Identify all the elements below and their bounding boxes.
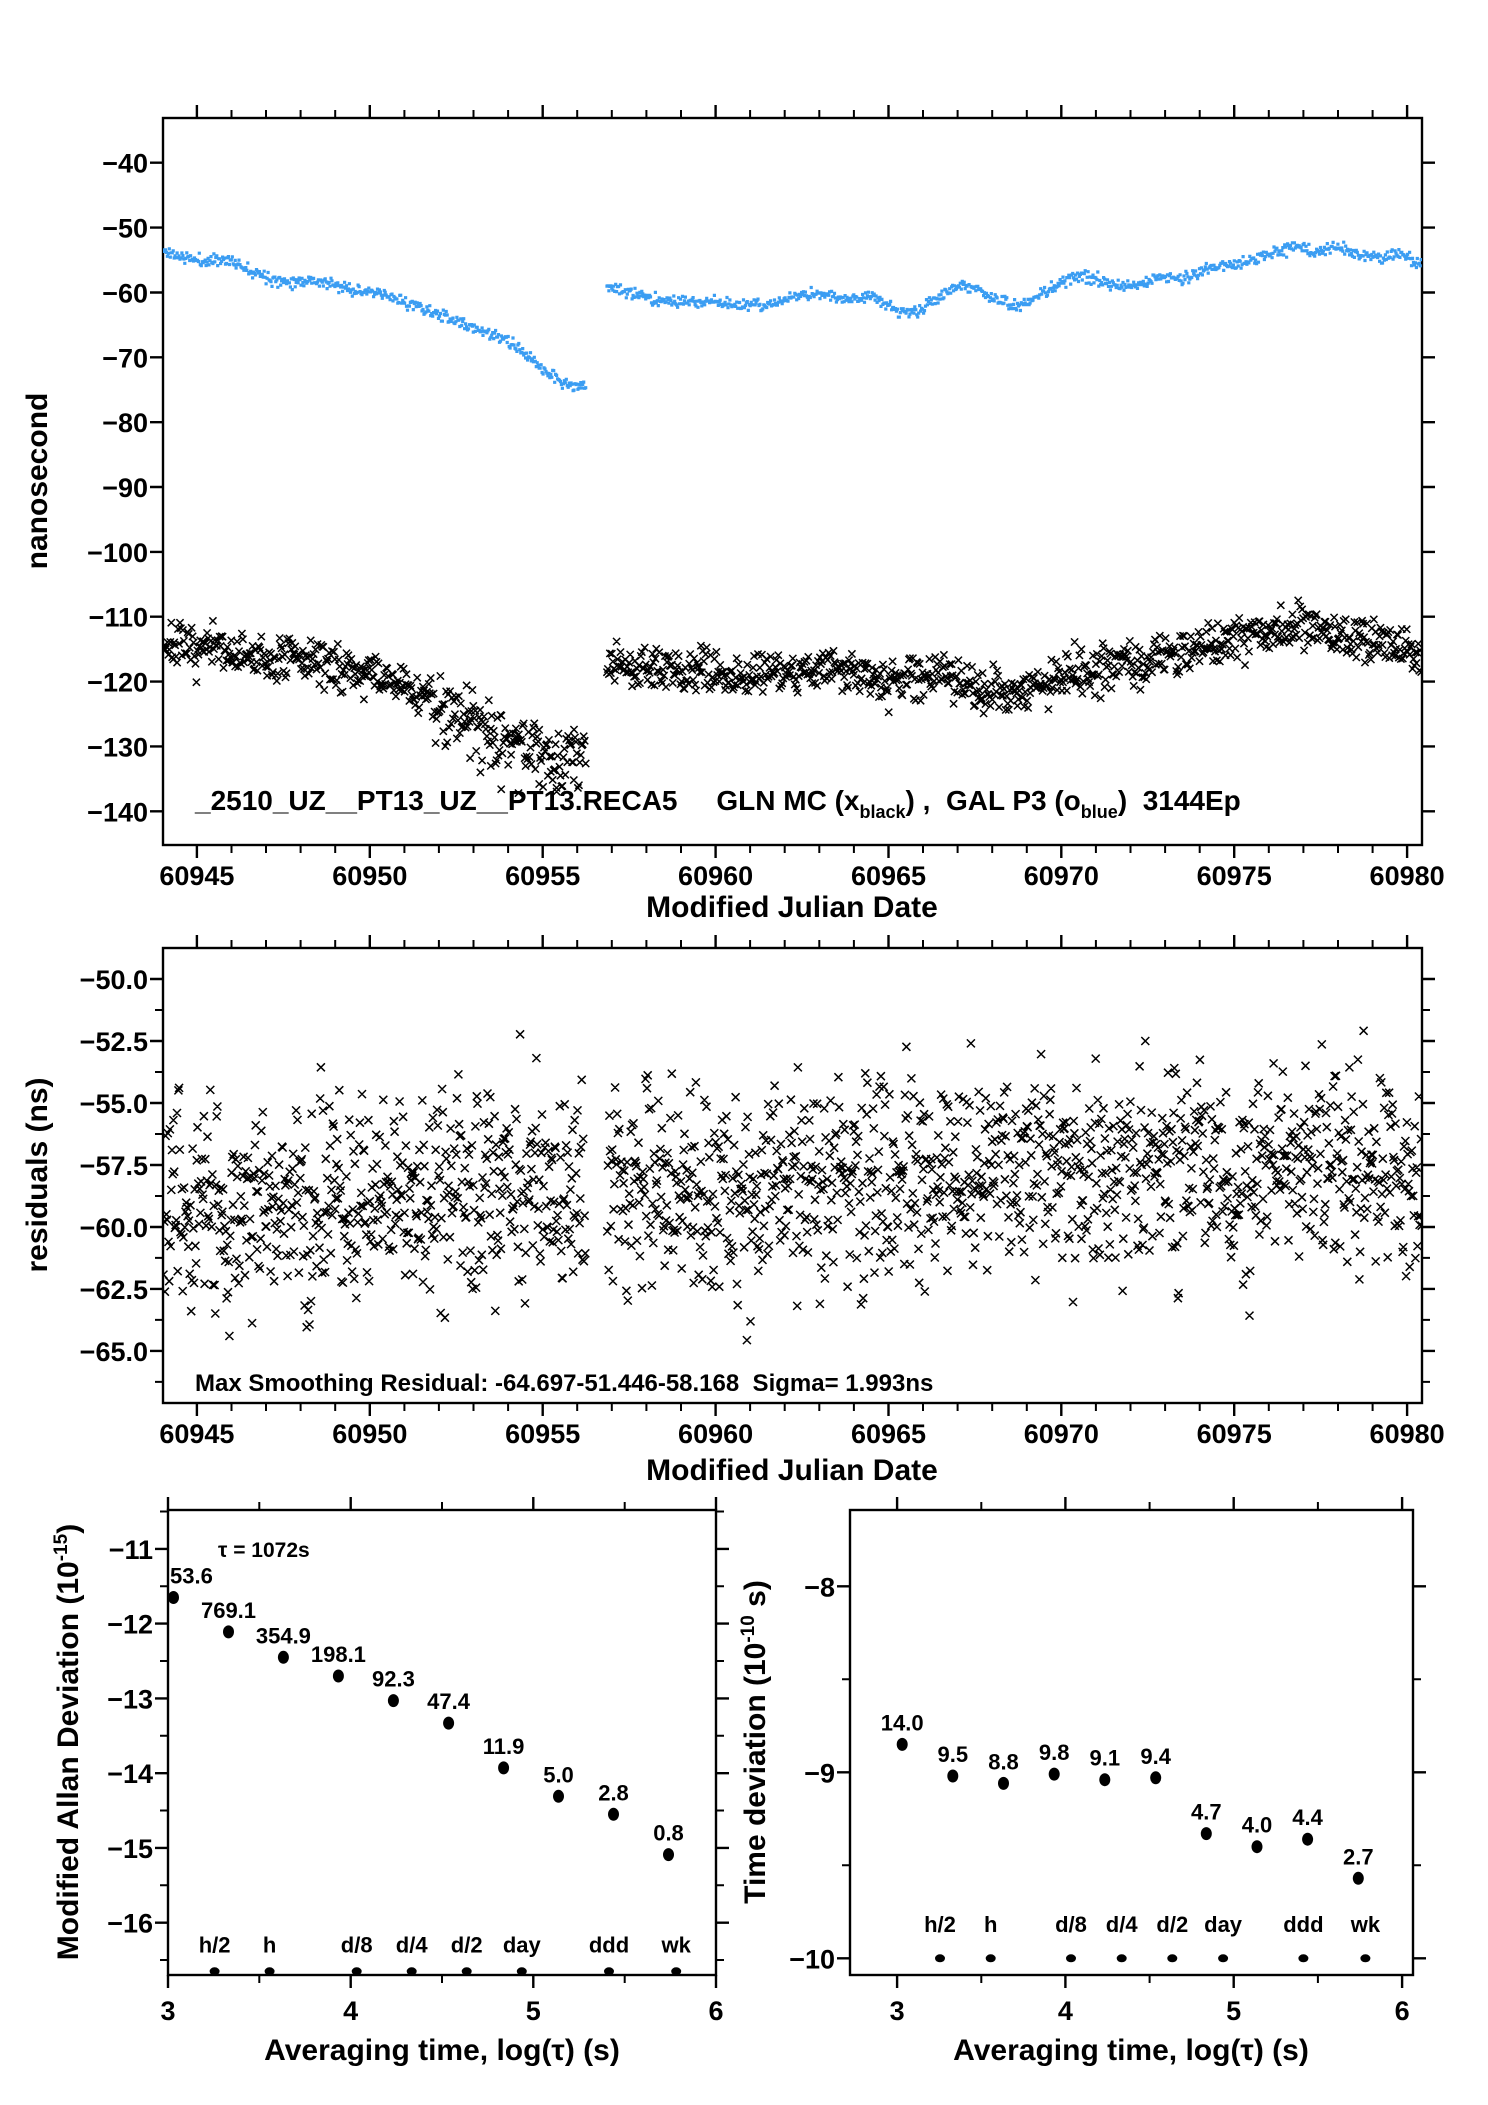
- x-tick-label: 60955: [505, 861, 581, 891]
- mdev-y-axis-label: Modified Allan Deviation $(10^{-15})$: [51, 1523, 85, 1961]
- tau-label: d/8: [340, 1932, 373, 1958]
- x-tick-label: 3: [889, 1996, 905, 2026]
- tau-dot: [1117, 1954, 1127, 1962]
- y-tick-label: −50.0: [79, 965, 148, 995]
- mdev-tau-annotation: τ = 1072s: [218, 1539, 310, 1562]
- data-point: [947, 1770, 958, 1783]
- tau-label: d/4: [1105, 1912, 1138, 1938]
- y-tick-label: −10: [789, 1944, 835, 1975]
- point-value-label: 53.6: [170, 1563, 213, 1589]
- y-tick-label: −14: [107, 1759, 153, 1790]
- point-value-label: 5.0: [543, 1762, 574, 1788]
- y-tick-label: −50: [102, 213, 148, 244]
- point-value-label: 9.4: [1140, 1743, 1171, 1769]
- y-tick-label: −140: [87, 797, 148, 828]
- tau-dot: [986, 1954, 996, 1962]
- top-timeseries-panel: [87, 105, 1444, 891]
- point-value-label: 769.1: [200, 1597, 257, 1623]
- x-tick-label: 60970: [1023, 861, 1099, 891]
- y-tick-label: −120: [87, 667, 148, 698]
- x-tick-label: 60980: [1369, 1419, 1445, 1449]
- tau-label: day: [502, 1932, 541, 1958]
- tau-dot: [1167, 1954, 1177, 1962]
- tdev-x-axis-label: Averaging time, log(τ) (s): [953, 2034, 1309, 2067]
- data-point: [168, 1591, 179, 1604]
- tau-dot: [1360, 1954, 1370, 1962]
- x-tick-label: 60960: [678, 861, 754, 891]
- tau-dot: [517, 1967, 527, 1975]
- point-value-label: 2.7: [1343, 1844, 1374, 1870]
- tdev-y-axis-label: Time deviation ($10^{-10}$ s): [738, 1580, 772, 1904]
- residuals-y-axis-label: residuals (ns): [21, 1077, 54, 1273]
- x-tick-label: 60945: [159, 861, 235, 891]
- data-point: [663, 1848, 674, 1861]
- y-tick-label: −90: [102, 473, 148, 503]
- y-tick-label: −65.0: [79, 1336, 148, 1367]
- x-tick-label: 60970: [1023, 1419, 1099, 1449]
- tau-dot: [1066, 1954, 1076, 1962]
- tau-label: day: [1204, 1912, 1243, 1938]
- point-value-label: 47.4: [427, 1689, 471, 1715]
- top-panel-title: _2510_UZ__PT13_UZ__PT13.RECA5 GLN MC $(x_{black})$ , GAL P3 $(o_{blue})$ 3144Ep: [195, 785, 1241, 822]
- y-tick-label: −70: [102, 343, 148, 374]
- data-point: [333, 1670, 344, 1683]
- y-tick-label: −9: [804, 1758, 835, 1789]
- y-tick-label: −55.0: [79, 1089, 148, 1119]
- y-tick-label: −8: [804, 1572, 835, 1603]
- data-point: [1049, 1768, 1060, 1781]
- y-tick-label: −60: [102, 278, 148, 309]
- point-value-label: 2.8: [598, 1780, 629, 1806]
- y-tick-label: −60.0: [79, 1213, 148, 1243]
- tau-label: d/2: [450, 1932, 483, 1958]
- mdev-tau-marks: [199, 1933, 692, 1976]
- mdev-major-ticks: [155, 1497, 729, 1988]
- tau-label: h: [983, 1912, 998, 1938]
- point-value-label: 354.9: [255, 1623, 311, 1649]
- point-value-label: 92.3: [371, 1666, 415, 1692]
- tau-label: d/2: [1156, 1912, 1189, 1938]
- data-point: [498, 1761, 509, 1774]
- residuals-series-points: [160, 1027, 1426, 1344]
- data-point: [278, 1651, 289, 1664]
- point-value-label: 9.8: [1038, 1740, 1070, 1766]
- tdev-tau-marks: [924, 1912, 1381, 1962]
- tau-label: h/2: [198, 1932, 231, 1958]
- y-tick-label: −11: [108, 1534, 153, 1565]
- y-tick-label: −12: [107, 1609, 153, 1640]
- tdev-frame: [850, 1510, 1413, 1975]
- top-x-axis-label: Modified Julian Date: [646, 891, 938, 924]
- data-point: [1201, 1827, 1212, 1840]
- data-point: [1252, 1840, 1263, 1853]
- x-tick-label: 60960: [678, 1419, 754, 1449]
- x-tick-label: 4: [1057, 1996, 1073, 2026]
- point-value-label: 4.7: [1191, 1799, 1222, 1825]
- tau-label: d/4: [395, 1932, 428, 1958]
- tau-dot: [935, 1954, 945, 1962]
- y-tick-label: −16: [107, 1908, 153, 1939]
- x-tick-label: 4: [343, 1996, 359, 2026]
- top-timeseries-major-ticks: [150, 105, 1435, 858]
- mdev-panel: [107, 1497, 729, 2026]
- y-tick-label: −62.5: [79, 1274, 148, 1305]
- top-y-axis-label: nanosecond: [21, 392, 54, 570]
- point-value-label: 9.1: [1089, 1745, 1121, 1771]
- mdev-minor-ticks: [160, 1502, 724, 1983]
- x-tick-label: 6: [1394, 1996, 1410, 2026]
- tau-dot: [462, 1967, 472, 1975]
- tdev-tick-labels: [789, 1572, 1409, 2026]
- point-value-label: 9.5: [937, 1742, 969, 1767]
- data-point: [223, 1625, 234, 1638]
- point-value-label: 4.0: [1241, 1812, 1273, 1838]
- point-value-label: 198.1: [310, 1642, 366, 1667]
- data-point: [443, 1717, 454, 1730]
- x-tick-label: 5: [525, 1996, 541, 2026]
- tau-dot: [1218, 1954, 1228, 1962]
- tau-dot: [210, 1967, 220, 1975]
- tdev-panel: [789, 1497, 1426, 2026]
- tau-dot: [407, 1967, 417, 1975]
- tau-dot: [604, 1967, 614, 1975]
- y-tick-label: −80: [102, 408, 148, 439]
- x-tick-label: 60950: [332, 861, 408, 891]
- data-point: [1099, 1773, 1110, 1786]
- x-tick-label: 60975: [1196, 861, 1272, 891]
- mdev-points: [168, 1591, 674, 1861]
- tau-label: wk: [1350, 1912, 1381, 1938]
- point-value-label: 4.4: [1292, 1805, 1323, 1831]
- tau-label: wk: [661, 1932, 691, 1958]
- residuals-x-axis-label: Modified Julian Date: [646, 1454, 938, 1487]
- tdev-minor-ticks: [842, 1502, 1421, 1983]
- residuals-annotation: Max Smoothing Residual: -64.697-51.446-58.168 Sigma= 1.993ns: [195, 1370, 934, 1397]
- tau-dot: [352, 1967, 362, 1975]
- y-tick-label: −130: [87, 732, 148, 763]
- x-tick-label: 60945: [159, 1419, 235, 1449]
- point-value-label: 8.8: [988, 1749, 1019, 1775]
- mdev-x-axis-label: Averaging time, log(τ) (s): [264, 2034, 620, 2067]
- point-value-label: 11.9: [482, 1733, 525, 1759]
- data-point: [998, 1777, 1009, 1790]
- y-tick-label: −40: [102, 148, 148, 179]
- tau-label: ddd: [588, 1932, 630, 1958]
- mdev-point-labels: [170, 1564, 684, 1846]
- top-timeseries-series-gln-mc: [160, 597, 1425, 797]
- data-point: [608, 1808, 619, 1821]
- point-value-label: 0.8: [653, 1820, 684, 1846]
- data-point: [897, 1738, 908, 1751]
- tau-dot: [1298, 1954, 1308, 1962]
- tdev-point-labels: [881, 1710, 1374, 1869]
- top-timeseries-minor-ticks: [232, 110, 1373, 853]
- top-timeseries-frame: [163, 118, 1422, 845]
- y-tick-label: −52.5: [79, 1027, 148, 1057]
- tau-label: ddd: [1283, 1912, 1324, 1938]
- top-timeseries-series-gal-p3: [162, 242, 1423, 391]
- tau-dot: [265, 1967, 275, 1975]
- x-tick-label: 60965: [850, 861, 927, 891]
- y-tick-label: −57.5: [79, 1151, 148, 1181]
- tau-dot: [671, 1967, 681, 1975]
- y-tick-label: −110: [88, 602, 148, 633]
- render-root: [51, 105, 1445, 2026]
- y-tick-label: −13: [107, 1684, 153, 1715]
- x-tick-label: 60975: [1196, 1419, 1272, 1449]
- x-tick-label: 5: [1226, 1996, 1242, 2026]
- x-tick-label: 60955: [505, 1419, 581, 1449]
- data-point: [388, 1694, 399, 1707]
- data-point: [1353, 1872, 1364, 1885]
- tau-label: d/8: [1055, 1912, 1087, 1938]
- tau-label: h: [262, 1932, 277, 1958]
- mdev-frame: [168, 1510, 716, 1975]
- data-point: [1302, 1833, 1313, 1846]
- x-tick-label: 60965: [850, 1419, 927, 1449]
- y-tick-label: −100: [87, 537, 148, 568]
- point-value-label: 14.0: [880, 1710, 924, 1736]
- x-tick-label: 3: [160, 1996, 176, 2026]
- x-tick-label: 60950: [332, 1419, 408, 1449]
- data-point: [1150, 1771, 1161, 1784]
- tau-label: h/2: [924, 1912, 956, 1938]
- x-tick-label: 60980: [1369, 861, 1445, 891]
- y-tick-label: −15: [107, 1833, 153, 1864]
- x-tick-label: 6: [708, 1996, 724, 2026]
- data-point: [553, 1790, 564, 1803]
